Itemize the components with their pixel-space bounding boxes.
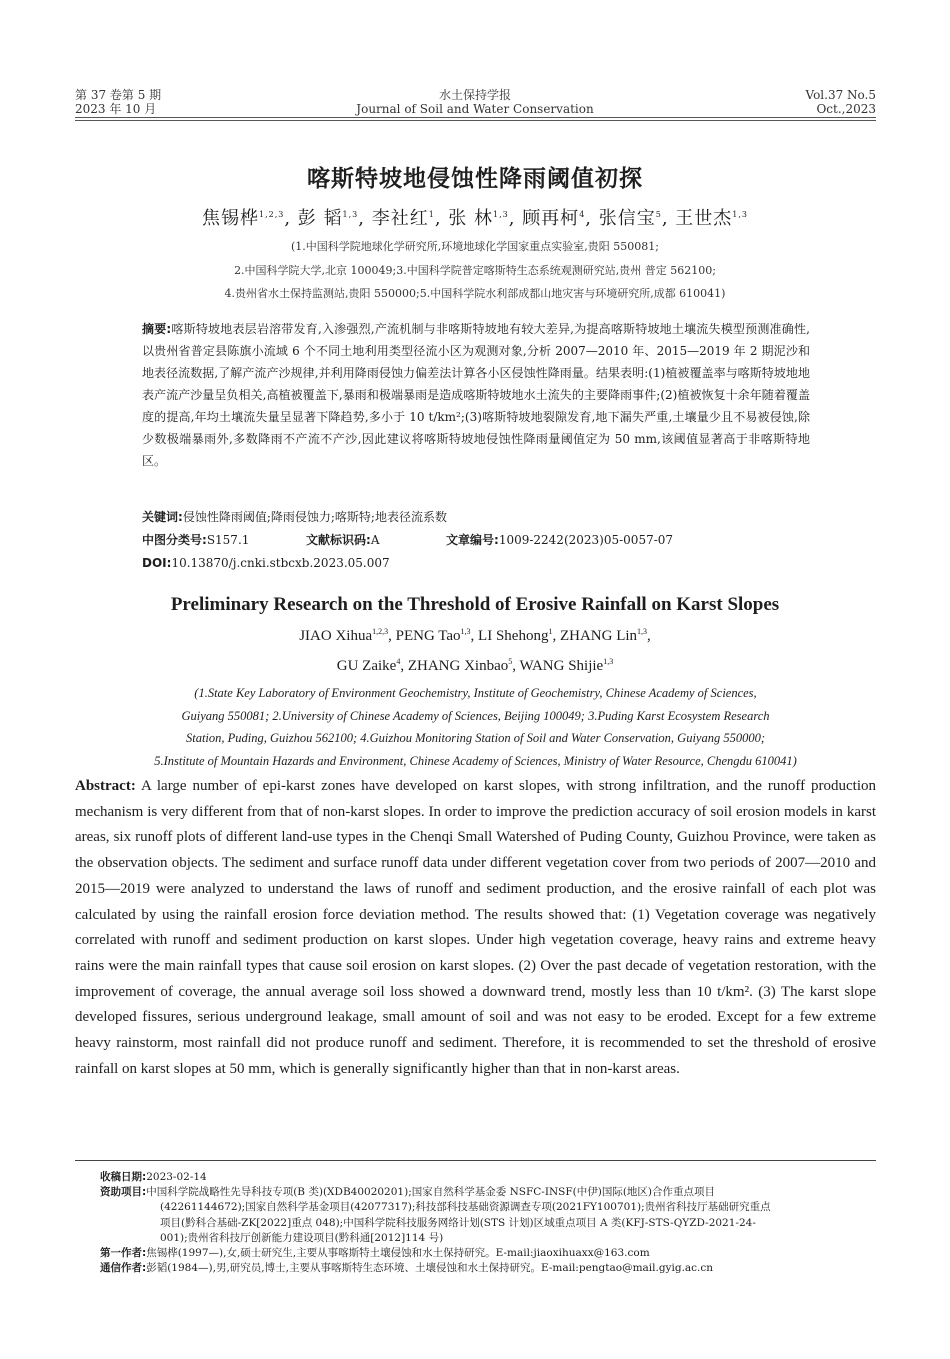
funding-cont: (42261144672);国家自然科学基金项目(42077317);科技部科技基础资源调查专项(2021FY100701);贵州省科技厅基础研究重点 [160, 1201, 771, 1214]
received-date: 收稿日期:2023-02-14 [100, 1171, 207, 1183]
affiliation-en-line: 5.Institute of Mountain Hazards and Environment, Chinese Academy of Sciences, Ministry of Water Resource, Chengdu 610041) [154, 753, 797, 768]
funding-cont: 001);贵州省科技厅创新能力建设项目(黔科通[2012]114 号) [160, 1231, 444, 1244]
authors-cn: 焦锡桦$^{1,2,3}$, 彭 韬$^{1,3}$, 李社红$^1$, 张 林$^{1,3}$, 顾再柯$^4$, 张信宝$^5$, 王世杰$^{1,3}$ [201, 208, 749, 229]
abstract-cn-label: 摘要: [142, 322, 172, 336]
title-en: Preliminary Research on the Threshold of Erosive Rainfall on Karst Slopes [170, 594, 780, 615]
volume-issue: 第 37 卷第 5 期 [75, 88, 162, 102]
abstract-en [75, 774, 876, 1082]
abstract-cn-text: 喀斯特坡地表层岩溶带发育,入渗强烈,产流机制与非喀斯特坡地有较大差异,为提高喀斯特坡地土壤流失模型预测准确性,以贵州省普定县陈旗小流域 6 个不同土地利用类型径流小区为观测对象,分析 2007—2010 年、2015—2019 年 2 期泥沙和地表径流数据,了解产流产沙规律,并利用降雨侵蚀力偏差法计算各小区侵蚀性降雨量。结果表明:(1)植被覆盖率与喀斯特坡地地表产流产沙量呈负相关,高植被覆盖下,暴雨和极端暴雨是造成喀斯特坡地水土流失的主要降雨事件;(2)植被恢复十余年随着覆盖度的提高,年均土壤流失量呈显著下降趋势,多小于 10 t/km²;(3)喀斯特坡地裂隙发育,地下漏失严重,土壤量少且不易被侵蚀,除少数极端暴雨外,多数降雨不产流不产沙,因此建议将喀斯特坡地侵蚀性降雨量阈值定为 50 mm,该阈值显著高于非喀斯特地区。 [142, 322, 810, 468]
article-number: 文章编号:1009-2242(2023)05-0057-07 [446, 533, 674, 547]
affiliation-en-line: (1.State Key Laboratory of Environment Geochemistry, Institute of Geochemistry, Chinese Academy of Sciences, [194, 686, 757, 700]
author-cn: 焦锡桦 [201, 208, 259, 229]
author-cn: 李社红 [371, 208, 429, 229]
clc-number: 中图分类号:S157.1 [142, 533, 250, 547]
abstract-cn [142, 318, 810, 472]
authors-en-line2: GU Zaike$^4$, ZHANG Xinbao$^5$, WANG Shijie$^{1,3}$ [336, 657, 614, 674]
header-rule-bottom [75, 120, 876, 121]
affiliation-cn-1: (1.中国科学院地球化学研究所,环境地球化学国家重点实验室,贵阳 550081; [291, 240, 659, 253]
issue-date: 2023 年 10 月 [75, 102, 157, 116]
affiliation-en-line: Station, Puding, Guizhou 562100; 4.Guizhou Monitoring Station of Soil and Water Conservation, Guiyang 550000; [185, 731, 766, 745]
abstract-en-text: A large number of epi-karst zones have developed on karst slopes, with strong infiltration, and the runoff production mechanism is very different from that of non-karst slopes. In order to improve the prediction accuracy of soil erosion models in karst areas, six runoff plots of different land-use types in the Chenqi Small Watershed of Puding County, Guizhou Province, were taken as the observation objects. The sediment and surface runoff data under different vegetation cover from two periods of 2007—2010 and 2015—2019 were analyzed to understand the laws of runoff and sediment production, and the erosive rainfall of each plot was calculated by using the rainfall erosion force deviation method. The results showed that: (1) Vegetation coverage was negatively correlated with runoff and sediment production on karst slopes. Under high vegetation coverage, heavy rains and extreme heavy rains were the main rainfall types that cause soil erosion on karst slopes. (2) Over the past decade of vegetation restoration, with the improvement of coverage, the annual average soil loss showed a downward trend, mostly less than 10 t/km². (3) The karst slope developed fissures, serious underground leakage, small amount of soil and was not easy to be eroded. Except for a few extreme heavy rainstorm, most rainfall did not produce runoff and sediment. Therefore, it is recommended to set the threshold of erosive rainfall on karst slopes at 50 mm, which is generally significantly higher than that in non-karst areas. [75, 778, 876, 1077]
keywords-cn: 关键词:侵蚀性降雨阈值;降雨侵蚀力;喀斯特;地表径流系数 [142, 510, 447, 524]
authors-en-line1: JIAO Xihua$^{1,2,3}$, PENG Tao$^{1,3}$, LI Shehong$^1$, ZHANG Lin$^{1,3}$, [299, 627, 651, 644]
affiliations-en [75, 682, 876, 772]
title-cn: 喀斯特坡地侵蚀性降雨阈值初探 [307, 166, 643, 192]
affiliation-en-line: Guiyang 550081; 2.University of Chinese Academy of Sciences, Beijing 100049; 3.Puding Karst Ecosystem Research [181, 708, 770, 723]
volume-en: Vol.37 No.5 [805, 88, 876, 102]
corresponding-author-note: 通信作者:彭韬(1984—),男,研究员,博士,主要从事喀斯特生态环境、土壤侵蚀和水土保持研究。E-mail:pengtao@mail.gyig.ac.cn [100, 1262, 714, 1275]
funding-cont: 项目(黔科合基础-ZK[2022]重点 048);中国科学院科技服务网络计划(STS 计划)区域重点项目 A 类(KFJ-STS-QYZD-2021-24- [160, 1216, 756, 1229]
affiliation-cn-3: 4.贵州省水土保持监测站,贵阳 550000;5.中国科学院水利部成都山地灾害与环境研究所,成都 610041) [224, 287, 726, 300]
first-author-note: 第一作者:焦锡桦(1997—),女,硕士研究生,主要从事喀斯特土壤侵蚀和水土保持研究。E-mail:jiaoxihuaxx@163.com [100, 1247, 650, 1260]
header-right [806, 88, 877, 116]
header-rule-top [75, 117, 876, 118]
abstract-en-label: Abstract: [75, 778, 136, 794]
author-cn: 张信宝 [598, 208, 656, 229]
doi: DOI:10.13870/j.cnki.stbcxb.2023.05.007 [142, 556, 390, 570]
date-en: Oct.,2023 [816, 102, 876, 116]
footnotes [100, 1170, 880, 1276]
journal-name-cn: 水土保持学报 [438, 88, 511, 102]
affiliation-cn-2: 2.中国科学院大学,北京 100049;3.中国科学院普定喀斯特生态系统观测研究站,贵州 普定 562100; [234, 264, 716, 277]
journal-name-en: Journal of Soil and Water Conservation [356, 102, 594, 116]
author-cn: 彭 韬 [297, 208, 343, 229]
footnote-rule [75, 1160, 876, 1161]
document-code: 文献标识码:A [306, 533, 380, 547]
author-cn: 顾再柯 [522, 208, 580, 229]
funding: 资助项目:中国科学院战略性先导科技专项(B 类)(XDB40020201);国家自然科学基金委 NSFC-INSF(中伊)国际(地区)合作重点项目 [100, 1186, 716, 1199]
author-cn: 王世杰 [675, 208, 733, 229]
author-cn: 张 林 [448, 208, 493, 229]
